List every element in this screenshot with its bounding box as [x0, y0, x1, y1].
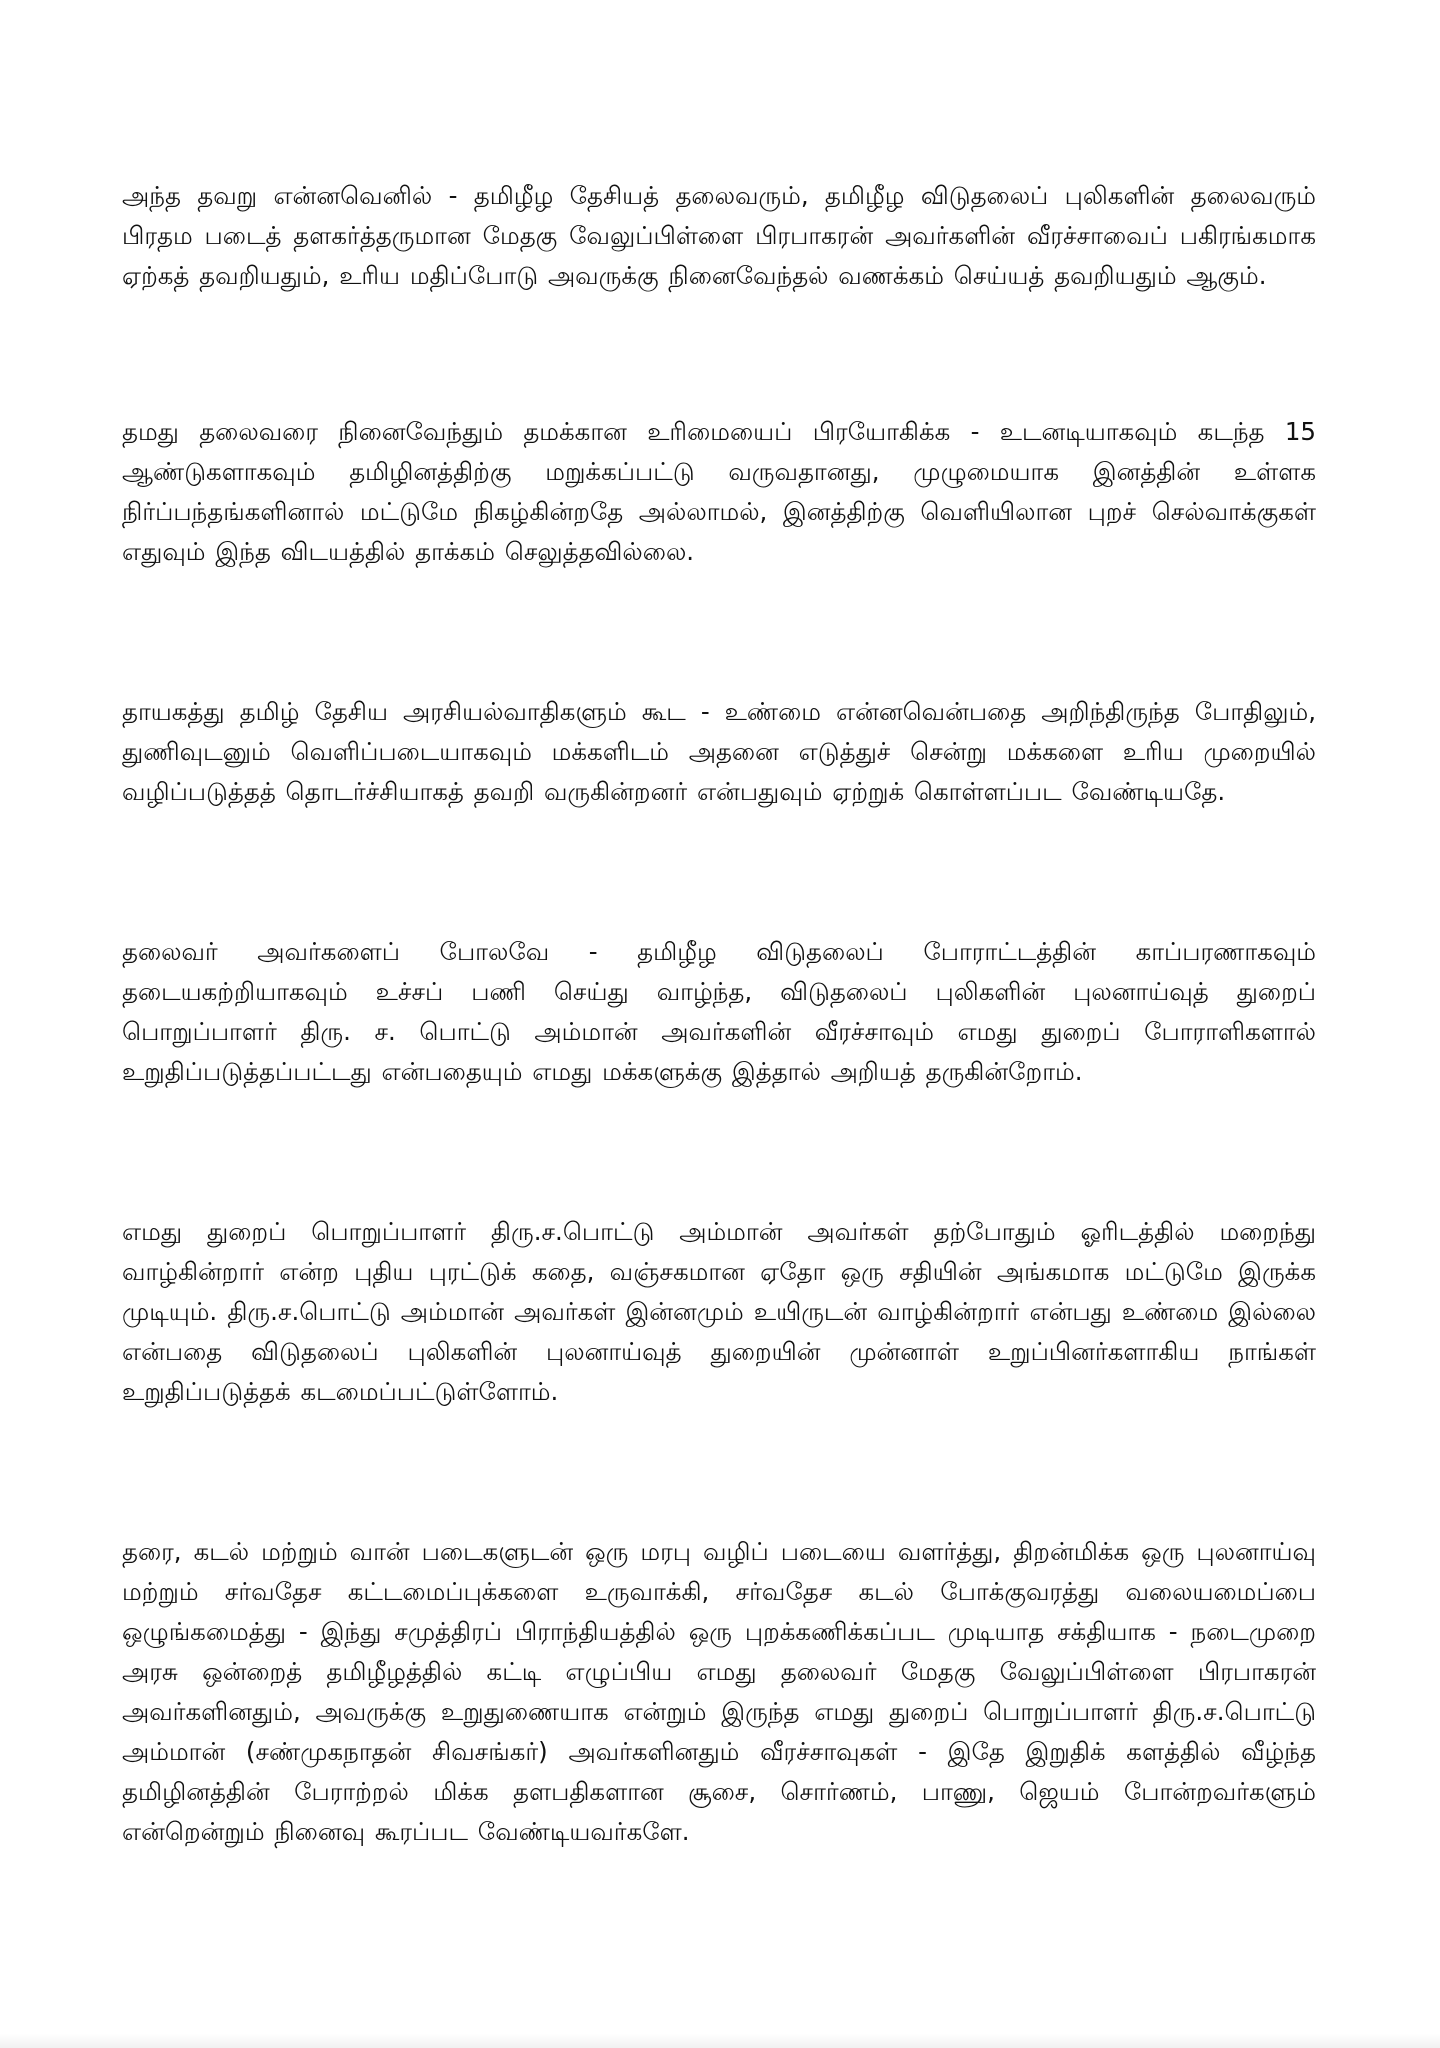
paragraph: தரை, கடல் மற்றும் வான் படைகளுடன் ஒரு மரபு வழிப் படையை வளர்த்து, திறன்மிக்க ஒரு புலனாய்வு மற்றும் சர்வதேச கட்டமைப்புக்களை உருவாக்கி, சர்வதேச கடல் போக்குவரத்து வலையமைப்பை ஒழுங்கமைத்து - இந்து சமுத்திரப் பிராந்தியத்தில் ஒரு புறக்கணிக்கப்பட முடியாத சக்தியாக - நடைமுறை அரசு ஒன்றைத் தமிழீழத்தில் கட்டி எழுப்பிய எமது தலைவர் மேதகு வேலுப்பிள்ளை பிரபாகரன் அவர்களினதும், அவருக்கு உறுதுணையாக என்றும் இருந்த எமது துறைப் பொறுப்பாளர் திரு.ச.பொட்டு அம்மான் (சண்முகநாதன் சிவசங்கர்) அவர்களினதும் வீரச்சாவுகள் - இதே இறுதிக் களத்தில் வீழ்ந்த தமிழினத்தின் பேராற்றல் மிக்க தளபதிகளான சூசை, சொர்ணம், பாணு, ஜெயம் போன்றவர்களும் என்றென்றும் நினைவு கூரப்பட வேண்டியவர்களே.	[122, 1537, 1316, 1846]
page-bottom-edge	[0, 2034, 1440, 2048]
paragraph: தாயகத்து தமிழ் தேசிய அரசியல்வாதிகளும் கூட - உண்மை என்னவென்பதை அறிந்திருந்த போதிலும், துணிவுடனும் வெளிப்படையாகவும் மக்களிடம் அதனை எடுத்துச் சென்று மக்களை உரிய முறையில் வழிப்படுத்தத் தொடர்ச்சியாகத் தவறி வருகின்றனர் என்பதுவும் ஏற்றுக் கொள்ளப்பட வேண்டியதே.	[122, 697, 1316, 806]
paragraph: தமது தலைவரை நினைவேந்தும் தமக்கான உரிமையைப் பிரயோகிக்க - உடனடியாகவும் கடந்த 15 ஆண்டுகளாகவும் தமிழினத்திற்கு மறுக்கப்பட்டு வருவதானது, முழுமையாக இனத்தின் உள்ளக நிர்ப்பந்தங்களினால் மட்டுமே நிகழ்கின்றதே அல்லாமல், இனத்திற்கு வெளியிலான புறச் செல்வாக்குகள் எதுவும் இந்த விடயத்தில் தாக்கம் செலுத்தவில்லை.	[122, 417, 1316, 566]
paragraph: தலைவர் அவர்களைப் போலவே - தமிழீழ விடுதலைப் போராட்டத்தின் காப்பரணாகவும் தடையகற்றியாகவும் உச்சப் பணி செய்து வாழ்ந்த, விடுதலைப் புலிகளின் புலனாய்வுத் துறைப் பொறுப்பாளர் திரு. ச. பொட்டு அம்மான் அவர்களின் வீரச்சாவும் எமது துறைப் போராளிகளால் உறுதிப்படுத்தப்பட்டது என்பதையும் எமது மக்களுக்கு இத்தால் அறியத் தருகின்றோம்.	[122, 937, 1316, 1086]
paragraph: எமது துறைப் பொறுப்பாளர் திரு.ச.பொட்டு அம்மான் அவர்கள் தற்போதும் ஓரிடத்தில் மறைந்து வாழ்கின்றார் என்ற புதிய புரட்டுக் கதை, வஞ்சகமான ஏதோ ஒரு சதியின் அங்கமாக மட்டுமே இருக்க முடியும். திரு.ச.பொட்டு அம்மான் அவர்கள் இன்னமும் உயிருடன் வாழ்கின்றார் என்பது உண்மை இல்லை என்பதை விடுதலைப் புலிகளின் புலனாய்வுத் துறையின் முன்னாள் உறுப்பினர்களாகிய நாங்கள் உறுதிப்படுத்தக் கடமைப்பட்டுள்ளோம்.	[122, 1217, 1316, 1406]
paragraph: அந்த தவறு என்னவெனில் - தமிழீழ தேசியத் தலைவரும், தமிழீழ விடுதலைப் புலிகளின் தலைவரும் பிரதம படைத் தளகர்த்தருமான மேதகு வேலுப்பிள்ளை பிரபாகரன் அவர்களின் வீரச்சாவைப் பகிரங்கமாக ஏற்கத் தவறியதும், உரிய மதிப்போடு அவருக்கு நினைவேந்தல் வணக்கம் செய்யத் தவறியதும் ஆகும்.	[122, 181, 1316, 290]
